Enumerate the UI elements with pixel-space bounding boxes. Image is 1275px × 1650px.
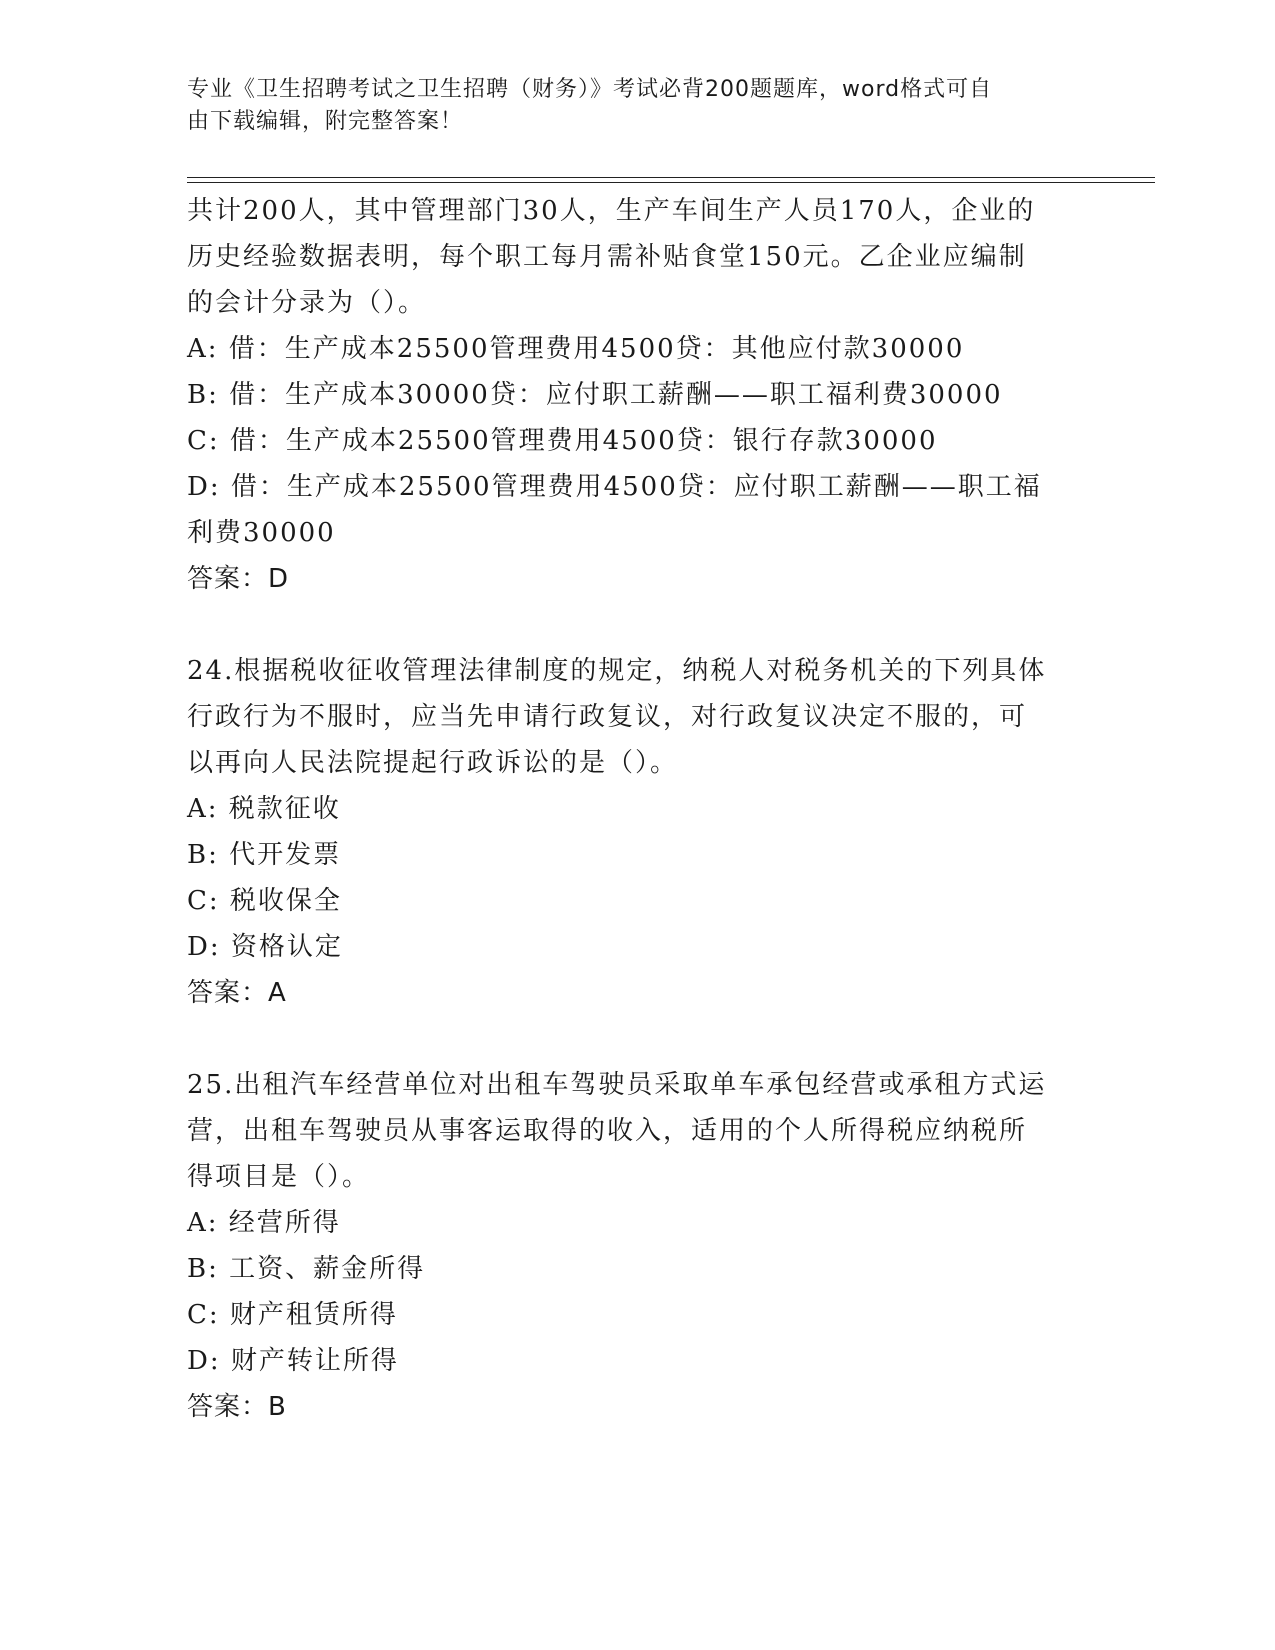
- answer-label: 答案：B: [187, 1392, 287, 1422]
- question-spacer: [187, 1016, 1077, 1062]
- question-24: [187, 648, 1077, 1016]
- question-25: [187, 1062, 1077, 1430]
- answer-label: 答案：D: [187, 564, 290, 594]
- document-header: [187, 74, 1067, 138]
- option-b: B: 代开发票: [187, 840, 342, 870]
- header-line-1: 专业《卫生招聘考试之卫生招聘（财务）》考试必背200题题库，word格式可自: [187, 77, 993, 102]
- option-d-continued: 利费30000: [187, 518, 336, 548]
- question-stem-line: 历史经验数据表明，每个职工每月需补贴食堂150元。乙企业应编制: [187, 242, 1027, 272]
- option-d: D: 财产转让所得: [187, 1346, 399, 1376]
- header-divider-bottom: [187, 182, 1155, 183]
- option-a: A: 借：生产成本25500管理费用4500贷：其他应付款30000: [187, 334, 965, 364]
- question-stem-line: 行政行为不服时，应当先申请行政复议，对行政复议决定不服的，可: [187, 702, 1028, 732]
- option-c: C: 税收保全: [187, 886, 342, 916]
- option-c: C: 借：生产成本25500管理费用4500贷：银行存款30000: [187, 426, 938, 456]
- question-stem-line: 以再向人民法院提起行政诉讼的是（）。: [187, 748, 679, 778]
- question-stem-line: 得项目是（）。: [187, 1162, 371, 1192]
- question-stem-line: 24.根据税收征收管理法律制度的规定，纳税人对税务机关的下列具体: [187, 656, 1047, 686]
- question-stem-line: 共计200人，其中管理部门30人，生产车间生产人员170人，企业的: [187, 196, 1036, 226]
- option-d: D: 资格认定: [187, 932, 343, 962]
- header-line-2: 由下载编辑，附完整答案！: [187, 109, 464, 134]
- option-b: B: 工资、薪金所得: [187, 1254, 426, 1284]
- option-a: A: 税款征收: [187, 794, 341, 824]
- document-body: [187, 188, 1077, 1430]
- question-spacer: [187, 602, 1077, 648]
- option-d: D: 借：生产成本25500管理费用4500贷：应付职工薪酬——职工福: [187, 472, 1042, 502]
- question-stem-line: 25.出租汽车经营单位对出租车驾驶员采取单车承包经营或承租方式运: [187, 1070, 1047, 1100]
- option-b: B: 借：生产成本30000贷：应付职工薪酬——职工福利费30000: [187, 380, 1003, 410]
- answer-label: 答案：A: [187, 978, 287, 1008]
- option-a: A: 经营所得: [187, 1208, 341, 1238]
- option-c: C: 财产租赁所得: [187, 1300, 398, 1330]
- question-stem-line: 营，出租车驾驶员从事客运取得的收入，适用的个人所得税应纳税所: [187, 1116, 1028, 1146]
- header-divider-top: [187, 177, 1155, 178]
- question-stem-line: 的会计分录为（）。: [187, 288, 427, 318]
- question-23: [187, 188, 1077, 602]
